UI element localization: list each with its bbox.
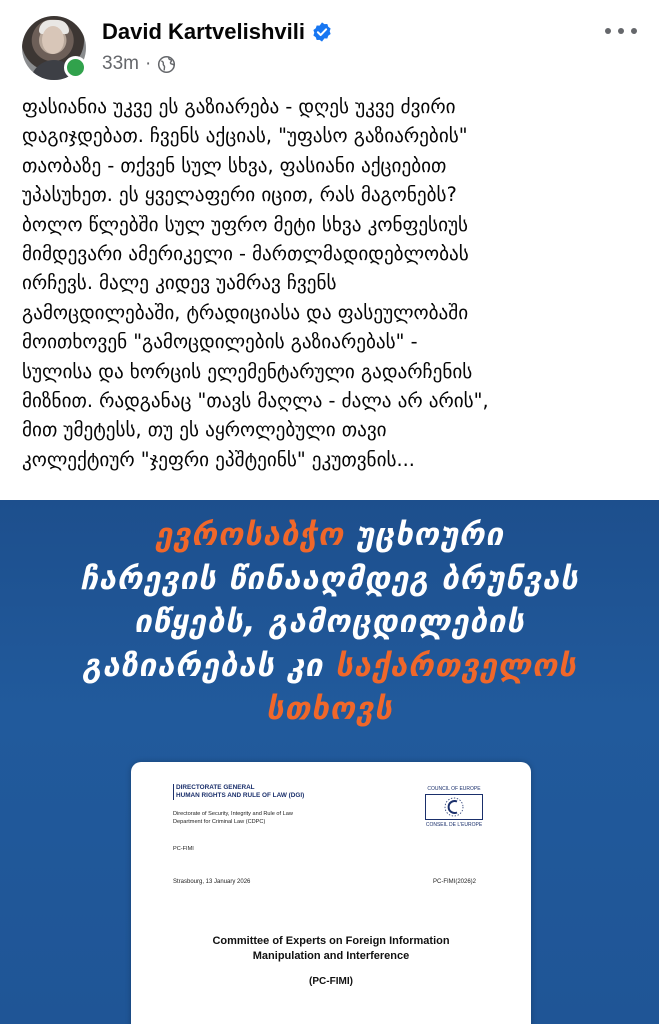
- globe-icon[interactable]: [157, 55, 176, 74]
- post-text-line: ფასიანია უკვე ეს გაზიარება - დღეს უკვე ძვირი: [22, 95, 456, 118]
- headline-line-3: იწყებს, გამოცდილების: [134, 604, 525, 640]
- document-title-line: Committee of Experts on Foreign Information: [212, 935, 450, 947]
- author-name[interactable]: David Kartvelishvili: [102, 19, 305, 44]
- post-timestamp[interactable]: 33m: [102, 53, 139, 74]
- document-title: [131, 934, 531, 964]
- directorate-line: HUMAN RIGHTS AND RULE OF LAW (DGI): [176, 792, 305, 799]
- more-options-icon[interactable]: [605, 22, 637, 40]
- author-avatar[interactable]: [22, 16, 86, 80]
- headline-accent: საქართველოს: [335, 647, 577, 684]
- headline-line-4: [0, 645, 659, 689]
- image-headline: [0, 514, 659, 732]
- document-reference: PC-FIMI(2026)2: [433, 879, 477, 885]
- directorate-line: DIRECTORATE GENERAL: [176, 784, 255, 791]
- post-text-line: მით უმეტესს, თუ ეს აყროლებული თავი: [22, 418, 387, 442]
- council-of-europe-logo: [424, 786, 484, 828]
- headline-accent: ევროსაბჭო: [155, 517, 345, 553]
- coe-logo-top: COUNCIL OF EUROPE: [427, 786, 481, 792]
- headline-text: უცხოური: [344, 517, 504, 553]
- post-text-line: უპასუხეთ. ეს ყველაფერი იცით, რას მაგონებს?: [22, 183, 457, 207]
- post-text-line: გამოცდილებაში, ტრადიციასა და ფასეულობაში: [22, 300, 469, 324]
- post-text-line: მიზნით. რადგანაც "თავს მაღლა - ძალა არ არის",: [22, 389, 489, 413]
- post-text-line: მიმდევარი ამერიკელი - მართლმადიდებლობას: [22, 242, 469, 266]
- more-dot: [631, 28, 637, 34]
- headline-text: გაზიარებას კი: [82, 647, 336, 684]
- post-header: [0, 0, 659, 90]
- author-name-row: [102, 19, 333, 45]
- more-dot: [605, 28, 611, 34]
- document-code: PC-FIMI: [173, 846, 194, 852]
- post-text-line: მოითხოვენ "გამოცდილების გაზიარებას" -: [22, 330, 418, 354]
- document-date: Strasbourg, 13 January 2026: [173, 879, 251, 885]
- post-image[interactable]: [0, 500, 659, 1024]
- coe-logo-bottom: CONSEIL DE L'EUROPE: [425, 822, 483, 828]
- headline-line-2: ჩარევის წინააღმდეგ ბრუნვას: [80, 560, 579, 597]
- online-status-indicator: [64, 56, 87, 79]
- headline-line-5: სთხოვს: [266, 691, 393, 727]
- document-abbreviation: (PC-FIMI): [309, 976, 353, 987]
- document-department: [173, 810, 293, 826]
- post-text-line: დაგიჯდებათ. ჩვენს აქციას, "უფასო გაზიარების": [22, 124, 468, 148]
- post-text-line: ბოლო წლებში სულ უფრო მეტი სხვა კონფესიუს: [22, 212, 469, 236]
- coe-emblem-icon: [425, 794, 483, 820]
- post-text: [22, 92, 640, 474]
- department-line: Directorate of Security, Integrity and Rule of Law: [173, 811, 293, 817]
- document-preview: [131, 762, 531, 1024]
- meta-separator: ·: [144, 53, 152, 74]
- post-text-line: სულისა და ხორცის ელემენტარული გადარჩენის: [22, 359, 473, 383]
- document-title-line: Manipulation and Interference: [252, 950, 410, 962]
- post-text-line: კოლექტიურ "ჯეფრი ეპშტეინს" ეკუთვნის...: [22, 447, 415, 471]
- post-meta: [102, 53, 176, 75]
- avatar-face: [42, 26, 64, 54]
- post-text-line: ირჩევს. მალე კიდევ უამრავ ჩვენს: [22, 271, 337, 295]
- verified-badge-icon: [311, 21, 333, 43]
- document-directorate: [173, 784, 304, 800]
- headline-line-1: [0, 514, 659, 558]
- post-text-line: თაობაზე - თქვენ სულ სხვა, ფასიანი აქციებით: [22, 153, 447, 177]
- department-line: Department for Criminal Law (CDPC): [173, 819, 266, 825]
- more-dot: [618, 28, 624, 34]
